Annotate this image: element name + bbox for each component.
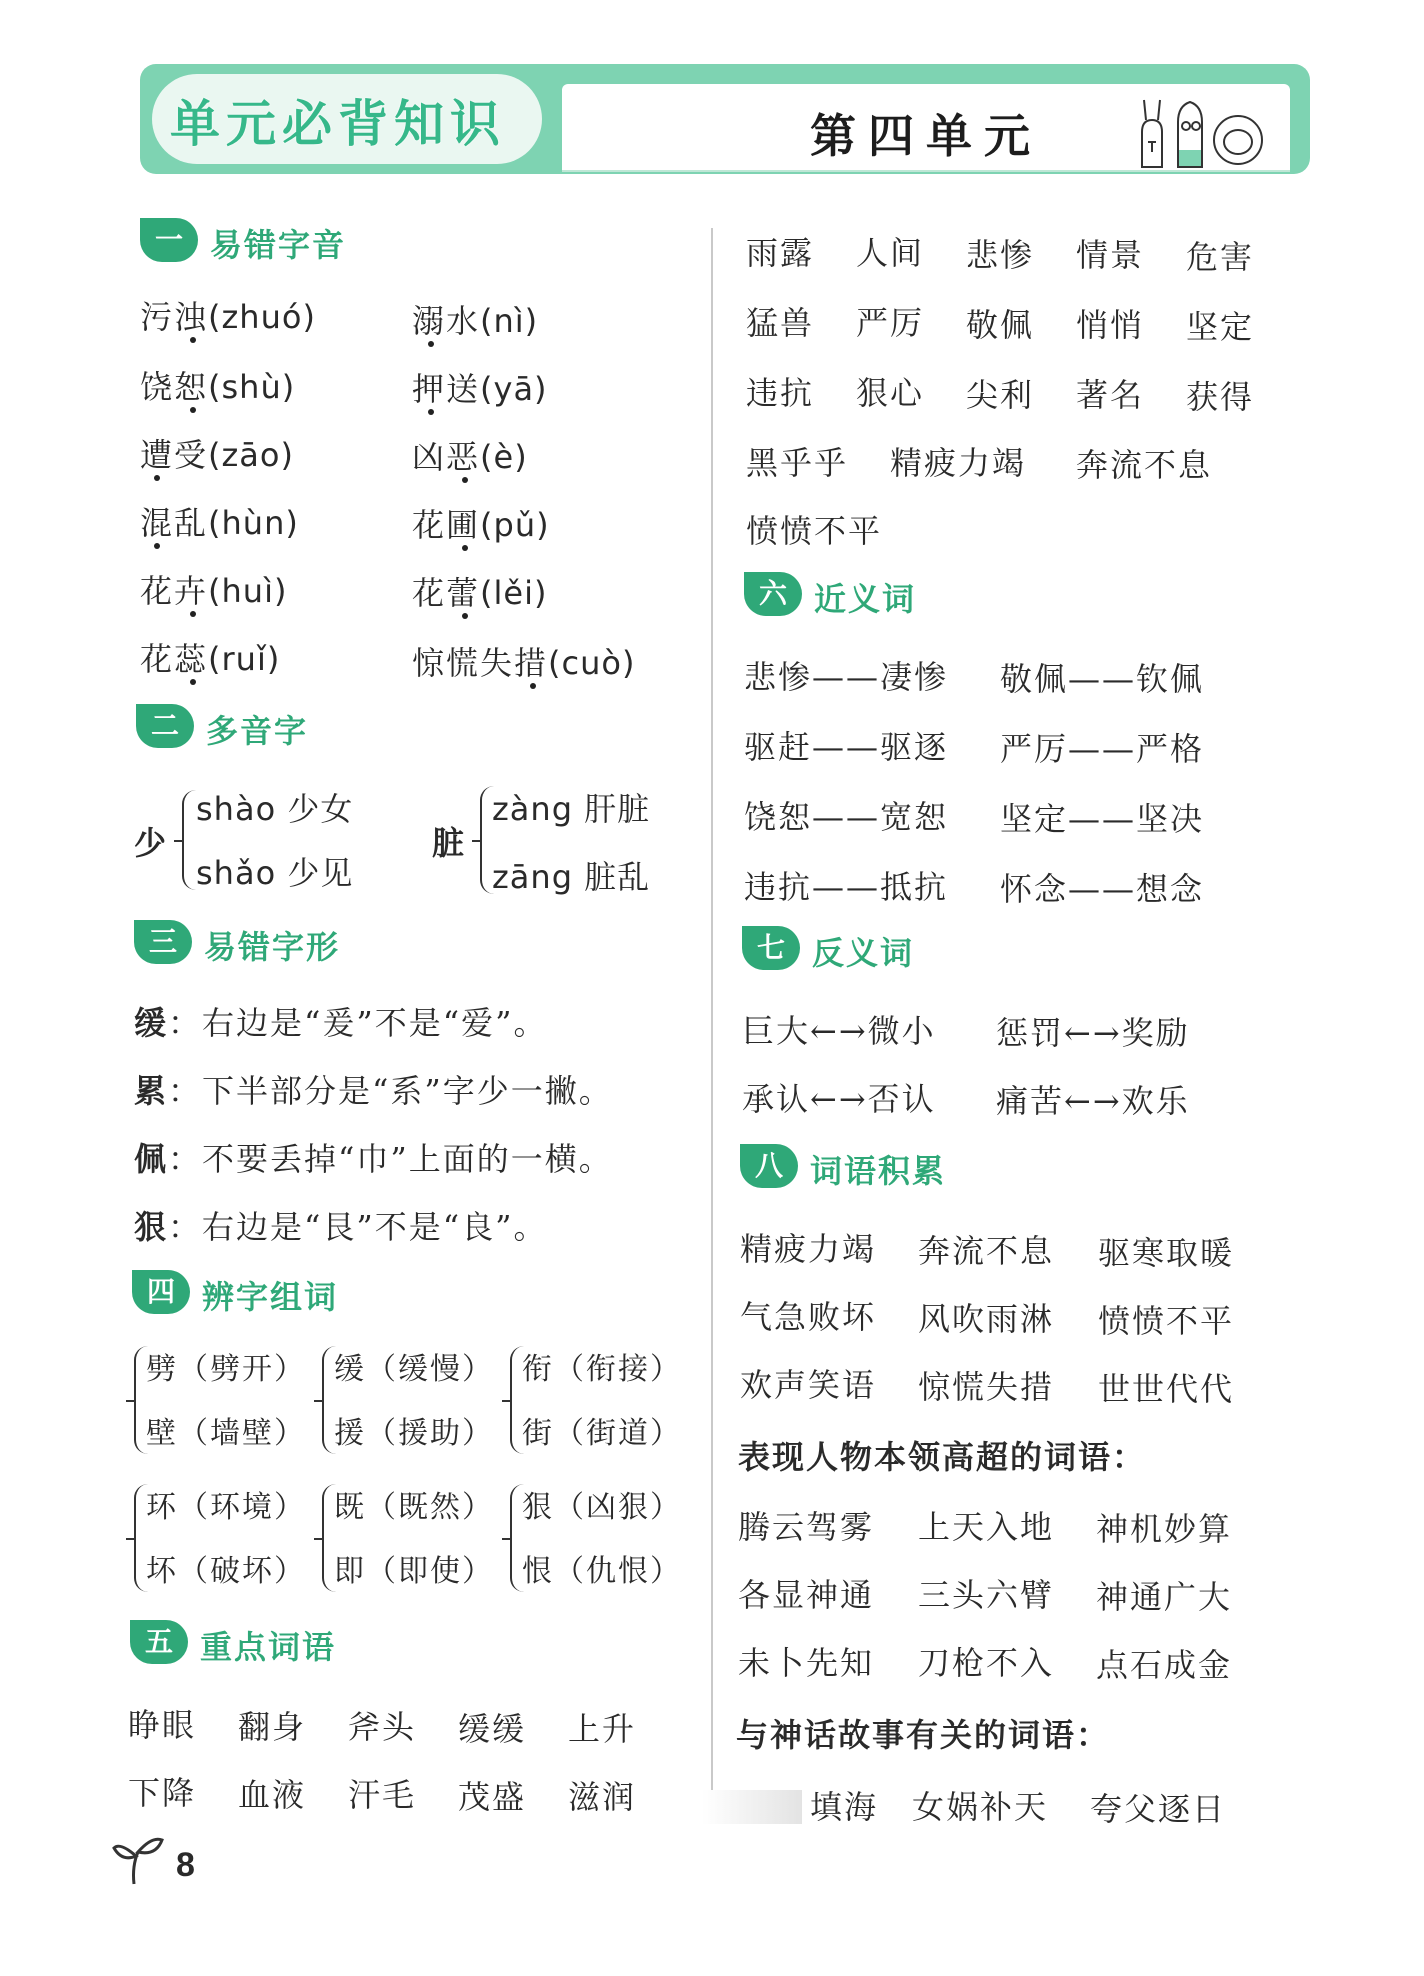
polyphone-char: 少 (134, 824, 169, 862)
keyword: 黑乎乎 (746, 444, 849, 482)
synonym-pair: 违抗——抵抗 (744, 868, 949, 906)
keyword: 汗毛 (348, 1776, 417, 1814)
pron-item: 混乱(hùn) (140, 504, 299, 542)
keyword: 睁眼 (128, 1706, 197, 1744)
antonym-pair: 惩罚←→奖励 (996, 1014, 1190, 1052)
pron-item: 花蕾(lěi) (412, 574, 548, 612)
compare-word: 缓（缓慢） (334, 1352, 494, 1387)
pron-item: 花蕊(ruǐ) (140, 640, 281, 678)
keyword: 翻身 (238, 1708, 307, 1746)
idiom: 各显神通 (738, 1576, 875, 1614)
emphasis-dot (428, 341, 434, 347)
brace (182, 790, 196, 890)
keyword: 获得 (1186, 378, 1255, 416)
column-divider (711, 228, 713, 1808)
idiom: 三头六臂 (918, 1576, 1055, 1614)
antonym-pair: 巨大←→微小 (742, 1012, 936, 1050)
keyword: 悄悄 (1076, 306, 1145, 344)
keyword: 悲惨 (966, 236, 1035, 274)
compare-word: 街（街道） (522, 1416, 682, 1451)
idiom: 神通广大 (1096, 1578, 1233, 1616)
idiom: 驱寒取暖 (1098, 1234, 1235, 1272)
section-title: 多音字 (206, 712, 309, 750)
myth-subtitle: 与神话故事有关的词语： (736, 1716, 1111, 1754)
section-title: 重点词语 (200, 1628, 337, 1666)
unit-title: 第四单元 (810, 109, 1042, 163)
emphasis-dot (190, 679, 196, 685)
section-badge: 三 (134, 920, 192, 964)
synonym-pair: 敬佩——钦佩 (1000, 660, 1205, 698)
section-title: 反义词 (812, 934, 915, 972)
idiom: 腾云驾雾 (738, 1508, 875, 1546)
keyword: 斧头 (348, 1708, 417, 1746)
keyword: 血液 (238, 1776, 307, 1814)
emphasis-dot (190, 407, 196, 413)
emphasis-dot (462, 545, 468, 551)
idiom: 刀枪不入 (918, 1644, 1055, 1682)
glyph-note: 狠：右边是“艮”不是“良”。 (134, 1208, 548, 1246)
section-title: 易错字音 (210, 226, 347, 264)
ability-subtitle: 表现人物本领高超的词语： (738, 1438, 1147, 1476)
keyword: 违抗 (746, 374, 815, 412)
keyword: 坚定 (1186, 308, 1255, 346)
compare-word: 恨（仇恨） (522, 1554, 682, 1589)
keyword: 精疲力竭 (890, 444, 1027, 482)
keyword: 尖利 (966, 376, 1035, 414)
section-badge: 四 (132, 1270, 190, 1314)
idiom: 未卜先知 (738, 1644, 875, 1682)
antonym-pair: 痛苦←→欢乐 (996, 1082, 1190, 1120)
section-badge: 一 (140, 218, 198, 262)
keyword: 雨露 (746, 234, 815, 272)
idiom: 夸父逐日 (1090, 1790, 1227, 1828)
idiom: 精疲力竭 (740, 1230, 877, 1268)
compare-word: 衔（衔接） (522, 1352, 682, 1387)
emphasis-dot (190, 611, 196, 617)
keyword: 缓缓 (458, 1710, 527, 1748)
idiom: 填海 (810, 1788, 879, 1826)
glyph-note: 佩：不要丢掉“巾”上面的一横。 (134, 1140, 613, 1178)
idiom: 神机妙算 (1096, 1510, 1233, 1548)
compare-word: 劈（劈开） (146, 1352, 306, 1387)
idiom: 欢声笑语 (740, 1366, 877, 1404)
idiom: 世世代代 (1098, 1370, 1235, 1408)
polyphone-reading: shǎo 少见 (196, 854, 354, 892)
idiom: 惊慌失措 (918, 1368, 1055, 1406)
idiom: 愤愤不平 (1098, 1302, 1235, 1340)
polyphone-reading: zàng 肝脏 (492, 790, 651, 828)
section-title: 近义词 (814, 580, 917, 618)
keyword: 严厉 (856, 304, 925, 342)
compare-word: 援（援助） (334, 1416, 494, 1451)
compare-word: 环（环境） (146, 1490, 306, 1525)
antonym-pair: 承认←→否认 (742, 1080, 936, 1118)
compare-word: 坏（破坏） (146, 1554, 306, 1589)
pron-item: 惊慌失措(cuò) (412, 644, 636, 682)
keyword: 愤愤不平 (746, 512, 883, 550)
pron-item: 污浊(zhuó) (140, 298, 316, 336)
compare-word: 既（既然） (334, 1490, 494, 1525)
keyword: 茂盛 (458, 1778, 527, 1816)
section-badge: 五 (130, 1620, 188, 1664)
emphasis-dot (190, 337, 196, 343)
synonym-pair: 怀念——想念 (1000, 870, 1205, 908)
idiom: 点石成金 (1096, 1646, 1233, 1684)
polyphone-reading: shào 少女 (196, 790, 354, 828)
section-title: 词语积累 (810, 1152, 947, 1190)
idiom: 上天入地 (918, 1508, 1055, 1546)
idiom: 气急败坏 (740, 1298, 877, 1336)
keyword: 上升 (568, 1710, 637, 1748)
pron-item: 凶恶(è) (412, 438, 528, 476)
emphasis-dot (462, 613, 468, 619)
section-badge: 八 (740, 1144, 798, 1188)
emphasis-dot (154, 475, 160, 481)
emphasis-dot (428, 409, 434, 415)
keyword: 下降 (128, 1774, 197, 1812)
faded-text-area (702, 1790, 802, 1824)
keyword: 危害 (1186, 238, 1255, 276)
compare-word: 即（即使） (334, 1554, 494, 1589)
emphasis-dot (154, 543, 160, 549)
keyword: 滋润 (568, 1778, 637, 1816)
keyword: 情景 (1076, 236, 1145, 274)
idiom: 风吹雨淋 (918, 1300, 1055, 1338)
pron-item: 花卉(huì) (140, 572, 288, 610)
page-number: 8 (176, 1846, 195, 1884)
synonym-pair: 饶恕——宽恕 (744, 798, 949, 836)
keyword: 狠心 (856, 374, 925, 412)
pron-item: 押送(yā) (412, 370, 548, 408)
header-tag: 单元必背知识 (170, 95, 506, 153)
pron-item: 饶恕(shù) (140, 368, 296, 406)
polyphone-reading: zāng 脏乱 (492, 858, 651, 896)
emphasis-dot (530, 683, 536, 689)
section-title: 辨字组词 (202, 1278, 339, 1316)
section-title: 易错字形 (204, 928, 341, 966)
section-badge: 二 (136, 704, 194, 748)
synonym-pair: 严厉——严格 (1000, 730, 1205, 768)
idiom: 女娲补天 (912, 1788, 1049, 1826)
keyword: 人间 (856, 234, 925, 272)
idiom: 奔流不息 (918, 1232, 1055, 1270)
glyph-note: 缓：右边是“爰”不是“爱”。 (134, 1004, 548, 1042)
synonym-pair: 坚定——坚决 (1000, 800, 1205, 838)
keyword: 猛兽 (746, 304, 815, 342)
keyword: 著名 (1076, 376, 1145, 414)
synonym-pair: 驱赶——驱逐 (744, 728, 949, 766)
compare-word: 壁（墙壁） (146, 1416, 306, 1451)
polyphone-char: 脏 (432, 824, 467, 862)
keyword: 奔流不息 (1076, 446, 1213, 484)
sprout-icon (112, 1830, 164, 1886)
emphasis-dot (462, 477, 468, 483)
glyph-note: 累：下半部分是“系”字少一撇。 (134, 1072, 613, 1110)
keyword: 敬佩 (966, 306, 1035, 344)
pron-item: 溺水(nì) (412, 302, 539, 340)
pron-item: 遭受(zāo) (140, 436, 294, 474)
pron-item: 花圃(pǔ) (412, 506, 550, 544)
synonym-pair: 悲惨——凄惨 (744, 658, 949, 696)
compare-word: 狠（凶狠） (522, 1490, 682, 1525)
section-badge: 六 (744, 572, 802, 616)
cartoon-characters-icon (1130, 92, 1300, 172)
section-badge: 七 (742, 926, 800, 970)
